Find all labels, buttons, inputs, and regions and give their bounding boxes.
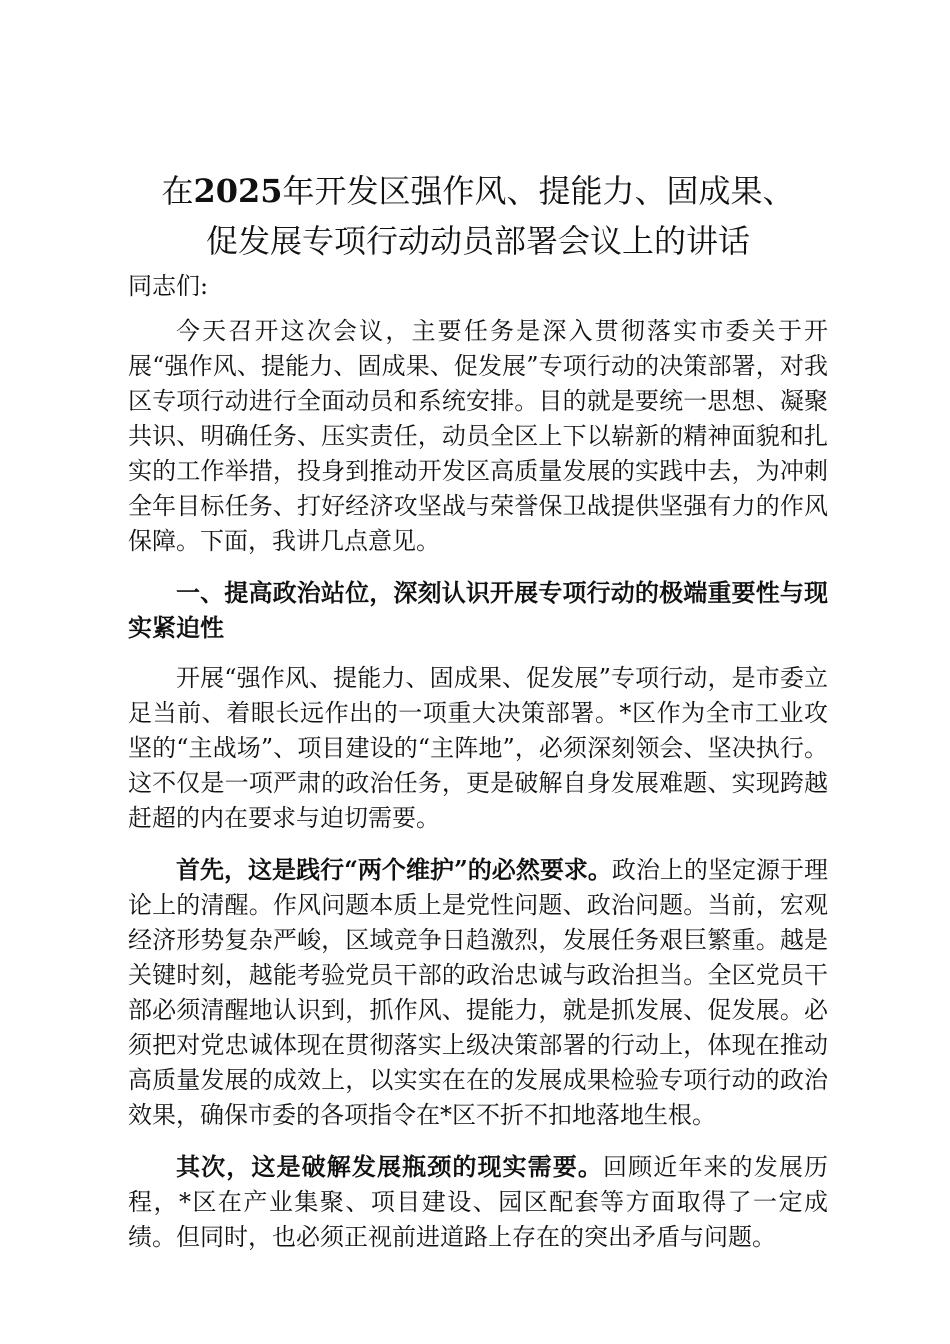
title-line1-rest: 年开发区强作风、提能力、固成果、 bbox=[282, 172, 795, 210]
intro-paragraph: 今天召开这次会议，主要任务是深入贯彻落实市委关于开展“强作风、提能力、固成果、促发展”专项行动的决策部署，对我区专项行动进行全面动员和系统安排。目的就是要统一思想、凝聚共识、明确任务、压实责任，动员全区上下以崭新的精神面貌和扎实的工作举措，投身到推动开发区高质量发展的实践中去，为冲刺全年目标任务、打好经济攻坚战与荣誉保卫战提供坚强有力的作风保障。下面，我讲几点意见。 bbox=[128, 317, 828, 555]
document-title bbox=[128, 166, 828, 266]
salutation: 同志们: bbox=[128, 272, 209, 300]
point-2-lead: 其次，这是破解发展瓶颈的现实需要。 bbox=[176, 1152, 604, 1181]
title-line2: 促发展专项行动动员部署会议上的讲话 bbox=[205, 222, 750, 260]
document-page bbox=[128, 166, 828, 1271]
section-1-heading: 一、提高政治站位，深刻认识开展专项行动的极端重要性与现实紧迫性 bbox=[128, 578, 828, 642]
point-1-lead: 首先，这是践行“两个维护”的必然要求。 bbox=[176, 855, 612, 884]
title-prefix: 在 bbox=[161, 172, 194, 210]
point-2-paragraph bbox=[128, 1149, 828, 1255]
point-2-body: 回顾近年来的发展历程，*区在产业集聚、项目建设、园区配套等方面取得了一定成绩。但同时，也必须正视前进道路上存在的突出矛盾与问题。 bbox=[128, 1153, 829, 1251]
point-1-paragraph bbox=[128, 852, 828, 1133]
section-1-paragraph: 开展“强作风、提能力、固成果、促发展”专项行动，是市委立足当前、着眼长远作出的一项重大决策部署。*区作为全市工业攻坚的“主战场”、项目建设的“主阵地”，必须深刻领会、坚决执行。这不仅是一项严肃的政治任务，更是破解自身发展难题、实现跨越赶超的内在要求与迫切需要。 bbox=[128, 664, 828, 832]
title-year: 2025 bbox=[193, 172, 283, 210]
point-1-body: 政治上的坚定源于理论上的清醒。作风问题本质上是党性问题、政治问题。当前，宏观经济形势复杂严峻，区域竞争日趋激烈，发展任务艰巨繁重。越是关键时刻，越能考验党员干部的政治忠诚与政治担当。全区党员干部必须清醒地认识到，抓作风、提能力，就是抓发展、促发展。必须把对党忠诚体现在贯彻落实上级决策部署的行动上，体现在推动高质量发展的成效上，以实实在在的发展成果检验专项行动的政治效果，确保市委的各项指令在*区不折不扣地落地生根。 bbox=[128, 856, 829, 1129]
